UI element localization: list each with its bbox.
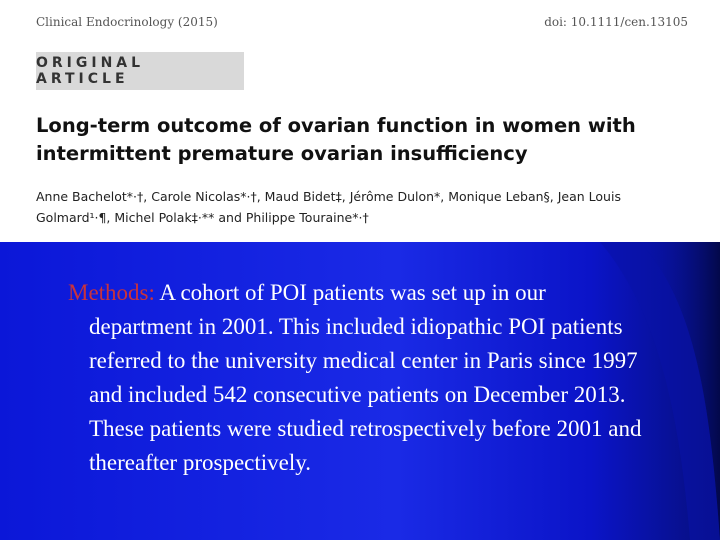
methods-text: department in 2001. This included idiopathic POI patients referred to the university medical center in Paris since 1997 and included 542 consecutive patients on December 2013. These patients were studied retrospectively before 2001 and thereafter prospectively. — [89, 314, 642, 475]
journal-name: Clinical Endocrinology (2015) — [36, 15, 218, 29]
article-title: Long-term outcome of ovarian function in women with intermittent premature ovarian insufficiency — [36, 114, 636, 165]
methods-line1: A cohort of POI patients was set up in our — [154, 280, 546, 305]
doi: doi: 10.1111/cen.13105 — [544, 15, 688, 29]
article-type-label: ORIGINAL ARTICLE — [36, 55, 145, 87]
slide-body — [0, 242, 720, 540]
methods-paragraph — [68, 276, 668, 480]
article-authors: Anne Bachelot*·†, Carole Nicolas*·†, Maud Bidet‡, Jérôme Dulon*, Monique Leban§, Jean Louis Golmard¹·¶, Michel Polak‡·** and Philippe Touraine*·† — [36, 189, 621, 225]
article-type-badge — [36, 52, 244, 90]
methods-label: Methods: — [68, 280, 155, 305]
methods-first-line — [68, 276, 668, 310]
article-header — [0, 0, 720, 242]
